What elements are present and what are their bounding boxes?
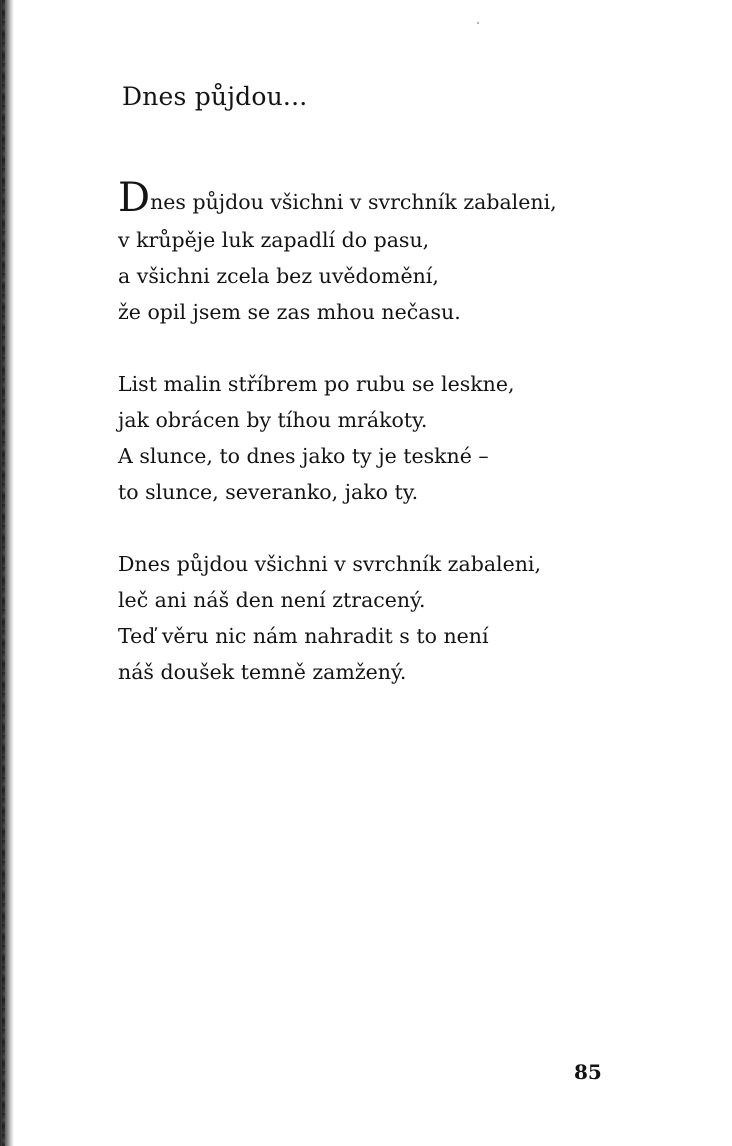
poem-line: to slunce, severanko, jako ty. — [118, 480, 419, 504]
poem-line: v krůpěje luk zapadlí do pasu, — [118, 228, 430, 252]
poem-line-first — [118, 175, 618, 222]
poem-line: List malin stříbrem po rubu se leskne, — [118, 372, 515, 396]
stanza-1 — [118, 175, 618, 330]
stanza-3 — [118, 546, 618, 690]
poem-line: že opil jsem se zas mhou nečasu. — [118, 300, 461, 324]
scan-binding-edge — [0, 0, 14, 1146]
poem-line: A slunce, to dnes jako ty je teskné – — [118, 444, 489, 468]
page-number: 85 — [574, 1060, 602, 1084]
poem-line: leč ani náš den není ztracený. — [118, 588, 426, 612]
poem-line: Teď věru nic nám nahradit s to není — [118, 624, 489, 648]
poem-line: jak obrácen by tíhou mrákoty. — [118, 408, 428, 432]
poem-title: Dnes půjdou... — [122, 82, 308, 111]
drop-cap: D — [118, 175, 151, 221]
poem-body — [118, 175, 618, 726]
scan-speck — [477, 22, 479, 24]
poem-line: náš doušek temně zamžený. — [118, 660, 407, 684]
poem-line: Dnes půjdou všichni v svrchník zabaleni, — [118, 552, 542, 576]
poem-line-text: nes půjdou všichni v svrchník zabaleni, — [150, 190, 557, 214]
stanza-2 — [118, 366, 618, 510]
poem-line: a všichni zcela bez uvědomění, — [118, 264, 439, 288]
